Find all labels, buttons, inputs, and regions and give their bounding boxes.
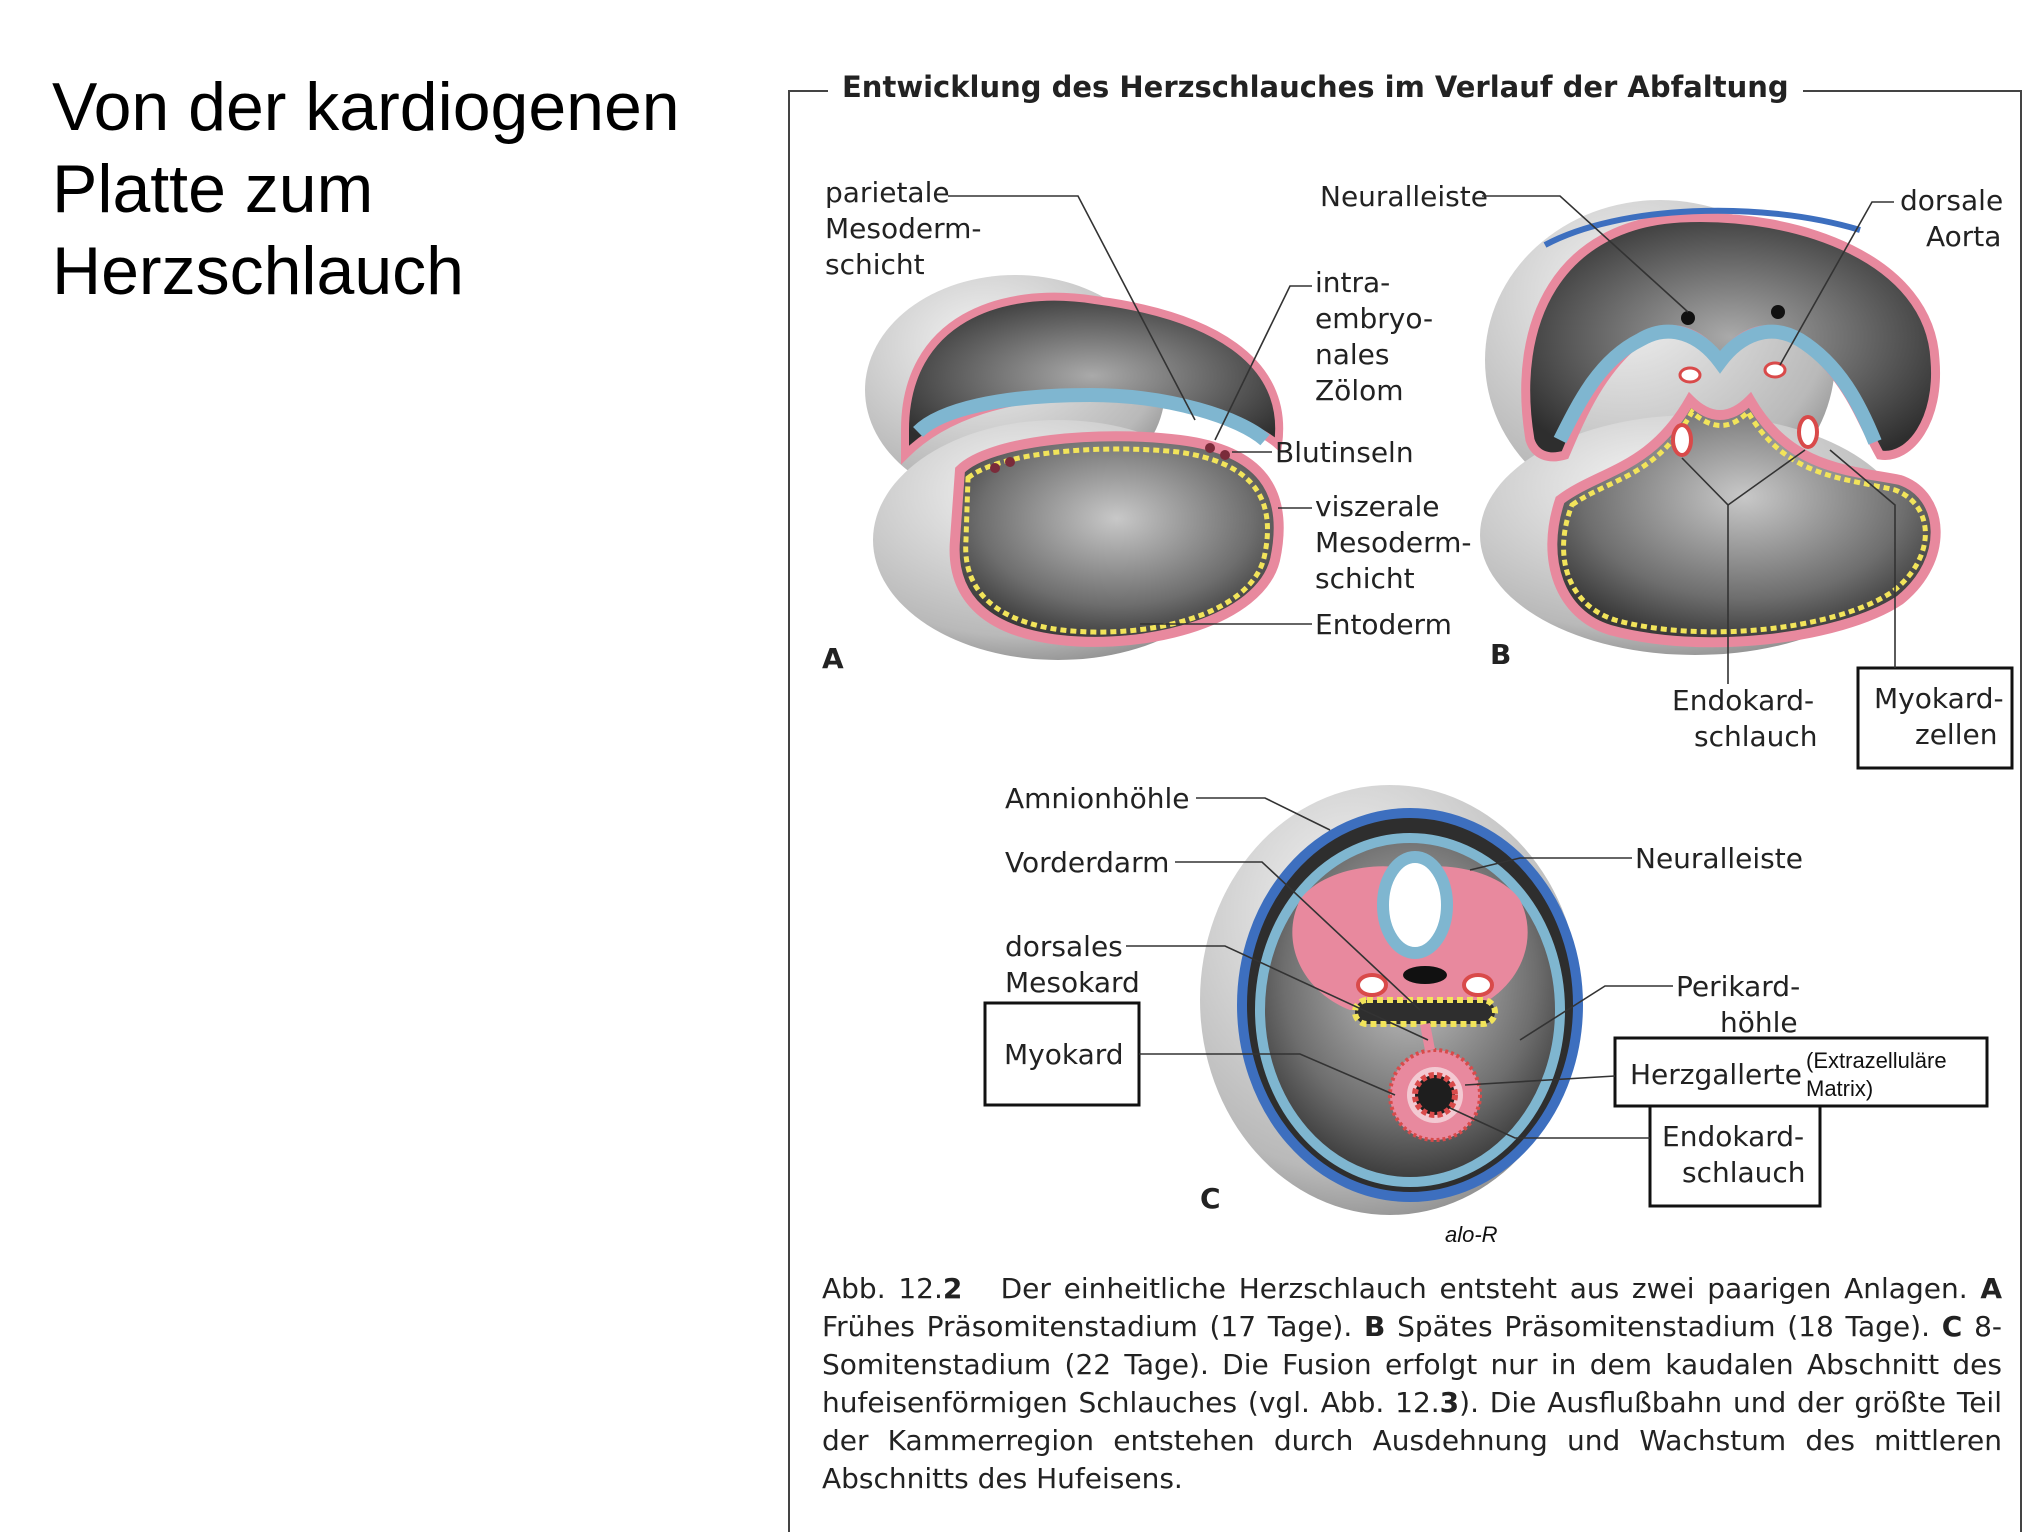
artist-signature: alo-R [1445, 1222, 1498, 1247]
label-intra-3: nales [1315, 338, 1390, 371]
caption-text-4: 8-Somitenstadium (22 Tage). Die Fusion erfolgt nur in dem kaudalen Abschnitt des hufeisenförmigen Schlauches (vgl. Abb. 12. [822, 1310, 2002, 1419]
label-extrazellulaer-2: Matrix) [1806, 1076, 1874, 1101]
aorta-c-left [1358, 975, 1386, 995]
endokard-c [1415, 1075, 1455, 1115]
caption-ref: Abb. 12. [822, 1272, 943, 1305]
label-intra-2: embryo- [1315, 302, 1434, 335]
label-c-neuralleiste: Neuralleiste [1635, 842, 1803, 875]
slide-title-line-1: Von der kardiogenen [52, 69, 680, 145]
label-b-endokard-1: Endokard- [1672, 684, 1815, 717]
blood-island-a-3 [1205, 443, 1215, 453]
label-parietale-3: schicht [825, 248, 925, 281]
label-dorsales-mesokard-2: Mesokard [1005, 966, 1140, 999]
caption-c: C [1941, 1310, 1963, 1343]
caption-ref-num: 2 [942, 1272, 963, 1305]
panel-letter-b: B [1490, 638, 1512, 671]
caption-text-5: ). Die Ausflußbahn und der größte Teil der Kammerregion entstehen durch Ausdehnung und Wachstum des mittleren Abschnitts des Hufeisens. [822, 1386, 2002, 1495]
slide-title-line-2: Platte zum [52, 151, 374, 227]
label-viszerale-3: schicht [1315, 562, 1415, 595]
figure-heading: Entwicklung des Herzschlauches im Verlauf der Abfaltung [828, 70, 1803, 104]
label-myokard-zellen-2: zellen [1915, 718, 1998, 751]
slide-title-line-3: Herzschlauch [52, 233, 464, 309]
aorta-b-left [1680, 368, 1700, 382]
label-viszerale-1: viszerale [1315, 490, 1440, 523]
label-intra-1: intra- [1315, 266, 1391, 299]
label-perikard-2: höhle [1720, 1006, 1798, 1039]
diagram-c [985, 782, 1987, 1247]
neural-crest-b-left [1681, 311, 1695, 325]
caption-ref2-num: 3 [1439, 1386, 1460, 1419]
label-myokard: Myokard [1004, 1038, 1124, 1071]
blood-island-a-1 [990, 463, 1000, 473]
neural-crest-b-right [1771, 305, 1785, 319]
blood-island-a-2 [1005, 457, 1015, 467]
label-b-endokard-2: schlauch [1694, 720, 1818, 753]
diagram-b [1320, 180, 2012, 768]
neural-tube-c [1383, 857, 1447, 953]
label-parietale-2: Mesoderm- [825, 212, 982, 245]
label-c-endokard-1: Endokard- [1662, 1120, 1805, 1153]
yolk-sac-a [955, 436, 1279, 642]
aorta-c-right [1464, 975, 1492, 995]
caption-a: A [1980, 1272, 2003, 1305]
label-dorsale-aorta-1: dorsale [1900, 184, 2004, 217]
endokard-b-right [1799, 417, 1817, 447]
aorta-b-right [1765, 363, 1785, 377]
label-amnionhoehle: Amnionhöhle [1005, 782, 1190, 815]
label-viszerale-2: Mesoderm- [1315, 526, 1472, 559]
mesokard-c [1425, 1024, 1430, 1050]
label-herzgallerte: Herzgallerte [1630, 1058, 1802, 1091]
caption-text-1: Der einheitliche Herzschlauch entsteht aus zwei paarigen Anlagen. [1000, 1272, 1981, 1305]
label-dorsale-aorta-2: Aorta [1926, 220, 2002, 253]
label-dorsales-mesokard-1: dorsales [1005, 930, 1123, 963]
label-parietale-1: parietale [825, 176, 950, 209]
caption-text-2: Frühes Präsomitenstadium (17 Tage). [822, 1310, 1365, 1343]
label-b-neuralleiste: Neuralleiste [1320, 180, 1488, 213]
endokard-b-left [1673, 425, 1691, 455]
label-c-endokard-2: schlauch [1682, 1156, 1806, 1189]
caption-b: B [1364, 1310, 1386, 1343]
panel-letter-a: A [822, 642, 844, 675]
label-myokard-zellen-1: Myokard- [1874, 682, 2004, 715]
label-perikard-1: Perikard- [1676, 970, 1801, 1003]
diagram-a [822, 176, 1472, 675]
label-vorderdarm: Vorderdarm [1005, 846, 1170, 879]
figure-caption [822, 1270, 2002, 1498]
foregut-c [1355, 1000, 1495, 1024]
label-blutinseln: Blutinseln [1275, 436, 1414, 469]
panel-letter-c: C [1200, 1182, 1221, 1215]
caption-text-3: Spätes Präsomitenstadium (18 Tage). [1385, 1310, 1942, 1343]
label-extrazellulaer-1: (Extrazelluläre [1806, 1048, 1947, 1073]
blood-island-a-4 [1220, 450, 1230, 460]
notochord-c [1403, 966, 1447, 984]
label-entoderm: Entoderm [1315, 608, 1452, 641]
label-intra-4: Zölom [1315, 374, 1404, 407]
